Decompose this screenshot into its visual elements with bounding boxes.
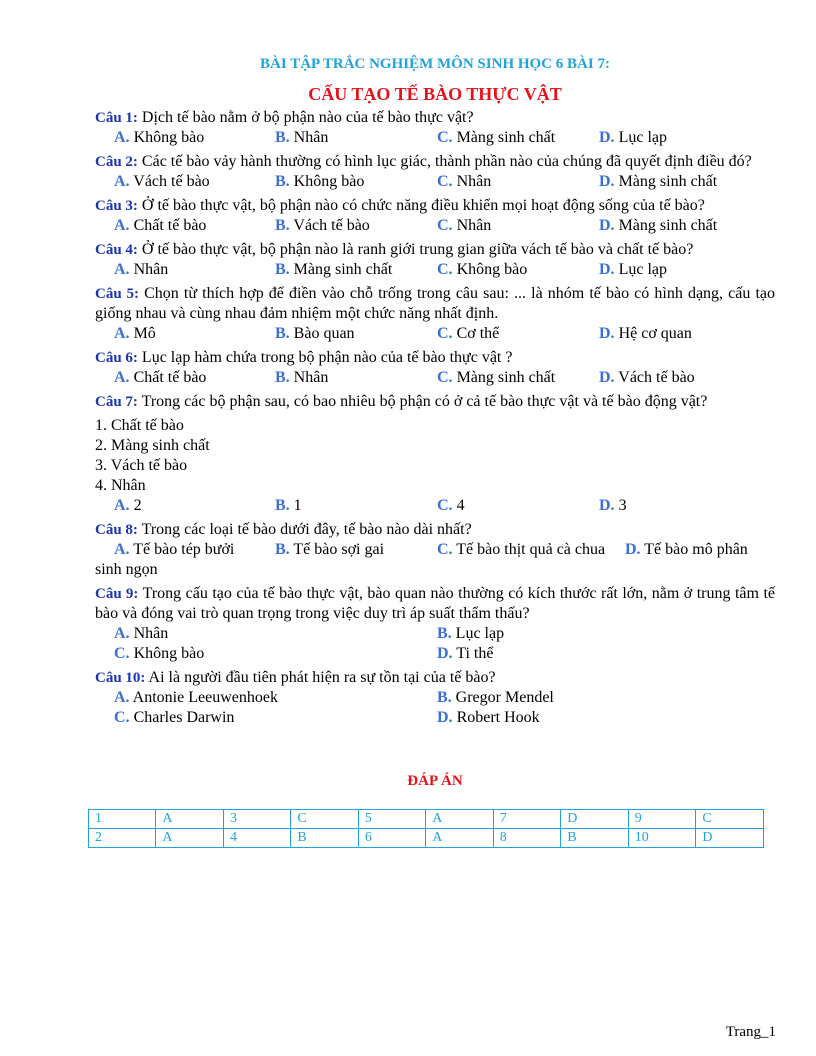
item-list: [95, 416, 775, 496]
option-d: D. Màng sinh chất: [599, 173, 718, 190]
options-row: [95, 644, 775, 664]
option-b: B. Lục lạp: [437, 625, 505, 642]
page-number: Trang_1: [725, 1024, 776, 1040]
option-c: C. Không bào: [114, 645, 205, 662]
question-5: Câu 5: Chọn từ thích hợp để điền vào chỗ trống trong câu sau: ... là nhóm tế bào có hình dạng, cấu tạo giống nhau và cùng nhau đảm nhiệm một chức năng nhất định. A. Mô B. Bào quan C. Cơ thể D. Hệ cơ quan: [95, 285, 776, 342]
option-a: A. Chất tế bào: [114, 217, 207, 234]
option-c: C. Nhân: [437, 217, 492, 234]
table-cell: 10: [628, 829, 696, 848]
option-b: B. Bào quan: [275, 325, 355, 342]
option-b: B. Nhân: [275, 369, 329, 386]
option-b: B. Màng sinh chất: [275, 261, 393, 278]
list-item: 3. Vách tế bào: [95, 457, 188, 474]
option-c: C. Charles Darwin: [114, 709, 235, 726]
options-row: [95, 172, 775, 192]
option-d: D. Ti thể: [437, 645, 494, 662]
table-cell: A: [156, 810, 224, 829]
option-a: A. Chất tế bào: [114, 369, 207, 386]
option-b: B. Nhân: [275, 129, 329, 146]
table-cell: C: [696, 810, 764, 829]
table-cell: D: [696, 829, 764, 848]
table-cell: 8: [493, 829, 560, 848]
options-row: [95, 624, 775, 644]
question-6: Câu 6: Lục lạp hàm chứa trong bộ phận nào của tế bào thực vật ? A. Chất tế bào B. Nhân C. Màng sinh chất D. Vách tế bào: [95, 348, 775, 388]
answer-key-title: ĐÁP ÁN: [407, 773, 463, 789]
option-d: D. Tế bào mô phân: [625, 541, 748, 558]
option-a: A. Không bào: [114, 129, 205, 146]
option-a: A. Nhân: [114, 625, 169, 642]
table-cell: B: [291, 829, 359, 848]
options-row: [95, 496, 775, 516]
option-d: D. Lục lạp: [599, 261, 667, 278]
option-b: B. 1: [275, 497, 302, 514]
option-c: C. Nhân: [437, 173, 492, 190]
table-cell: A: [156, 829, 224, 848]
question-7: Câu 7: Trong các bộ phận sau, có bao nhiêu bộ phận có ở cả tế bào thực vật và tế bào động vật? 1. Chất tế bào 2. Màng sinh chất 3. Vách tế bào 4. Nhân A. 2 B. 1 C. 4 D. 3: [95, 392, 775, 516]
question-9: Câu 9: Trong cấu tạo của tế bào thực vật, bào quan nào thường có kích thước rất lớn, nằm ở trung tâm tế bào và đóng vai trò quan trọng trong việc duy trì áp suất thẩm thấu? A. Nhân B. Lục lạp C. Không bào D. Ti thể: [95, 585, 775, 662]
option-d-continued: sinh ngọn: [95, 561, 158, 578]
options-row: [95, 216, 775, 236]
table-cell: B: [561, 829, 629, 848]
option-c: C. Cơ thể: [437, 325, 500, 342]
option-d: D. Màng sinh chất: [599, 217, 718, 234]
table-cell: A: [426, 810, 494, 829]
question-10: Câu 10: Ai là người đầu tiên phát hiện ra sự tồn tại của tế bào? A. Antonie Leeuwenhoek B. Gregor Mendel C. Charles Darwin D. Robert Hook: [95, 668, 775, 728]
option-b: B. Vách tế bào: [275, 217, 370, 234]
table-cell: 6: [358, 829, 425, 848]
table-cell: 2: [89, 829, 156, 848]
table-cell: 7: [493, 810, 560, 829]
question-2: Câu 2: Các tế bào vảy hành thường có hình lục giác, thành phần nào của chúng đã quyết định điều đó? A. Vách tế bào B. Không bào C. Nhân D. Màng sinh chất: [95, 152, 775, 192]
option-a: A. Mô: [114, 325, 156, 342]
option-c: C. Màng sinh chất: [437, 369, 556, 386]
option-a: A. Nhân: [114, 261, 169, 278]
table-cell: 5: [358, 810, 425, 829]
option-d: D. Lục lạp: [599, 129, 667, 146]
list-item: 4. Nhân: [95, 477, 146, 494]
table-row: [89, 829, 764, 848]
table-cell: 1: [89, 810, 156, 829]
option-a: A. Vách tế bào: [114, 173, 210, 190]
option-c: C. Tế bào thịt quả cà chua: [437, 541, 606, 558]
options-row: [95, 540, 775, 560]
option-a: A. 2: [114, 497, 142, 514]
options-row: [95, 688, 775, 708]
question-1: Câu 1: Dịch tế bào nằm ở bộ phận nào của tế bào thực vật? A. Không bào B. Nhân C. Màng sinh chất D. Lục lạp: [95, 108, 775, 148]
option-b: B. Không bào: [275, 173, 365, 190]
table-cell: A: [426, 829, 494, 848]
table-cell: D: [561, 810, 629, 829]
option-a: A. Antonie Leeuwenhoek: [114, 689, 278, 706]
question-list: [95, 108, 775, 728]
options-row: [95, 128, 775, 148]
option-a: A. Tế bào tép bưởi: [114, 541, 235, 558]
table-cell: 3: [223, 810, 290, 829]
option-d: D. Vách tế bào: [599, 369, 695, 386]
option-c: C. Không bào: [437, 261, 528, 278]
option-d: D. Hệ cơ quan: [599, 325, 692, 342]
option-c: C. 4: [437, 497, 465, 514]
table-row: [89, 810, 764, 829]
document-subtitle: CẤU TẠO TẾ BÀO THỰC VẬT: [308, 84, 562, 104]
question-8: Câu 8: Trong các loại tế bào dưới đây, tế bào nào dài nhất? A. Tế bào tép bưởi B. Tế bào sợi gai C. Tế bào thịt quả cà chua D. Tế bào mô phân sinh ngọn: [95, 520, 775, 580]
option-b: B. Gregor Mendel: [437, 689, 554, 706]
document-title: BÀI TẬP TRẮC NGHIỆM MÔN SINH HỌC 6 BÀI 7:: [260, 56, 610, 72]
option-c: C. Màng sinh chất: [437, 129, 556, 146]
table-cell: 4: [223, 829, 290, 848]
answer-key-table: [88, 809, 764, 848]
options-row: [95, 260, 775, 280]
question-3: Câu 3: Ở tế bào thực vật, bộ phận nào có chức năng điều khiển mọi hoạt động sống của tế bào? A. Chất tế bào B. Vách tế bào C. Nhân D. Màng sinh chất: [95, 196, 775, 236]
options-row: [95, 324, 775, 344]
list-item: 1. Chất tế bào: [95, 417, 184, 434]
option-d: D. 3: [599, 497, 627, 514]
table-cell: C: [291, 810, 359, 829]
list-item: 2. Màng sinh chất: [95, 437, 210, 454]
option-d: D. Robert Hook: [437, 709, 540, 726]
options-row: [95, 708, 775, 728]
option-b: B. Tế bào sợi gai: [275, 541, 385, 558]
options-row: [95, 368, 775, 388]
question-4: Câu 4: Ở tế bào thực vật, bộ phận nào là ranh giới trung gian giữa vách tế bào và chất tế bào? A. Nhân B. Màng sinh chất C. Không bào D. Lục lạp: [95, 240, 775, 280]
table-cell: 9: [628, 810, 696, 829]
